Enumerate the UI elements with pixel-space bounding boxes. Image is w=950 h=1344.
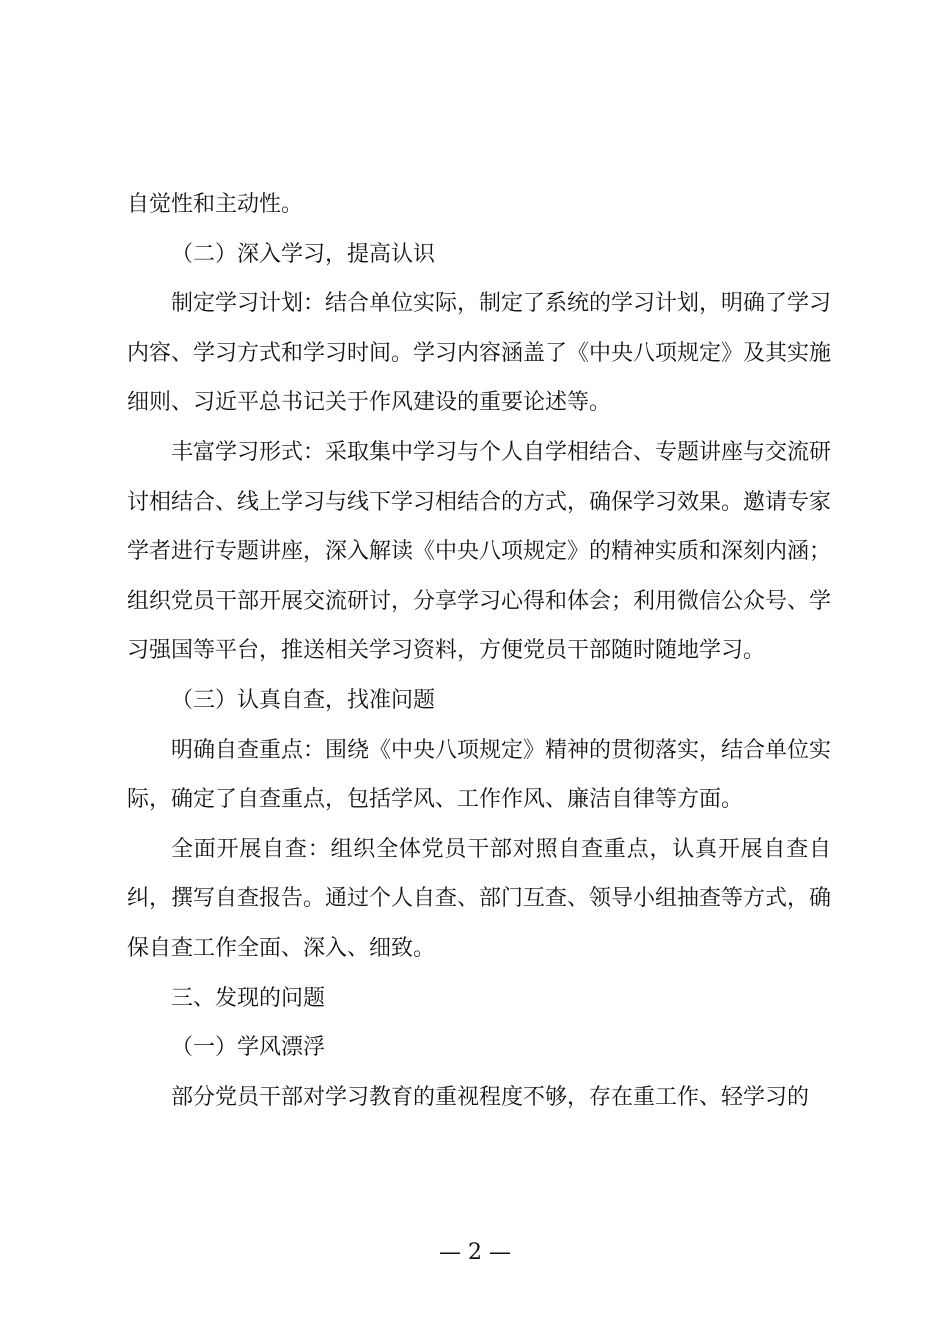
section-heading-3: （三）认真自查，找准问题 xyxy=(171,687,436,713)
paragraph-study-style: 部分党员干部对学习教育的重视程度不够，存在重工作、轻学习的 xyxy=(171,1084,810,1110)
paragraph-self-check-focus: 明确自查重点：围绕《中央八项规定》精神的贯彻落实，结合单位实际，确定了自查重点，包括学风、工作作风、廉洁自律等方面。 xyxy=(127,737,832,813)
subsection-heading-1: （一）学风漂浮 xyxy=(171,1035,326,1061)
section-heading-problems: 三、发现的问题 xyxy=(171,985,326,1011)
section-heading-2: （二）深入学习，提高认识 xyxy=(171,241,436,267)
paragraph-study-plan: 制定学习计划：结合单位实际，制定了系统的学习计划，明确了学习内容、学习方式和学习时间。学习内容涵盖了《中央八项规定》及其实施细则、习近平总书记关于作风建设的重要论述等。 xyxy=(127,291,832,416)
page-number: — 2 — xyxy=(439,1240,511,1265)
paragraph-self-check-conduct: 全面开展自查：组织全体党员干部对照自查重点，认真开展自查自纠，撰写自查报告。通过个人自查、部门互查、领导小组抽查等方式，确保自查工作全面、深入、细致。 xyxy=(127,836,832,961)
paragraph-study-forms: 丰富学习形式：采取集中学习与个人自学相结合、专题讲座与交流研讨相结合、线上学习与线下学习相结合的方式，确保学习效果。邀请专家学者进行专题讲座，深入解读《中央八项规定》的精神实质和深刻内涵；组织党员干部开展交流研讨，分享学习心得和体会；利用微信公众号、学习强国等平台，推送相关学习资料，方便党员干部随时随地学习。 xyxy=(127,439,832,664)
document-body xyxy=(127,180,831,1122)
paragraph-1: 自觉性和主动性。 xyxy=(127,192,304,217)
